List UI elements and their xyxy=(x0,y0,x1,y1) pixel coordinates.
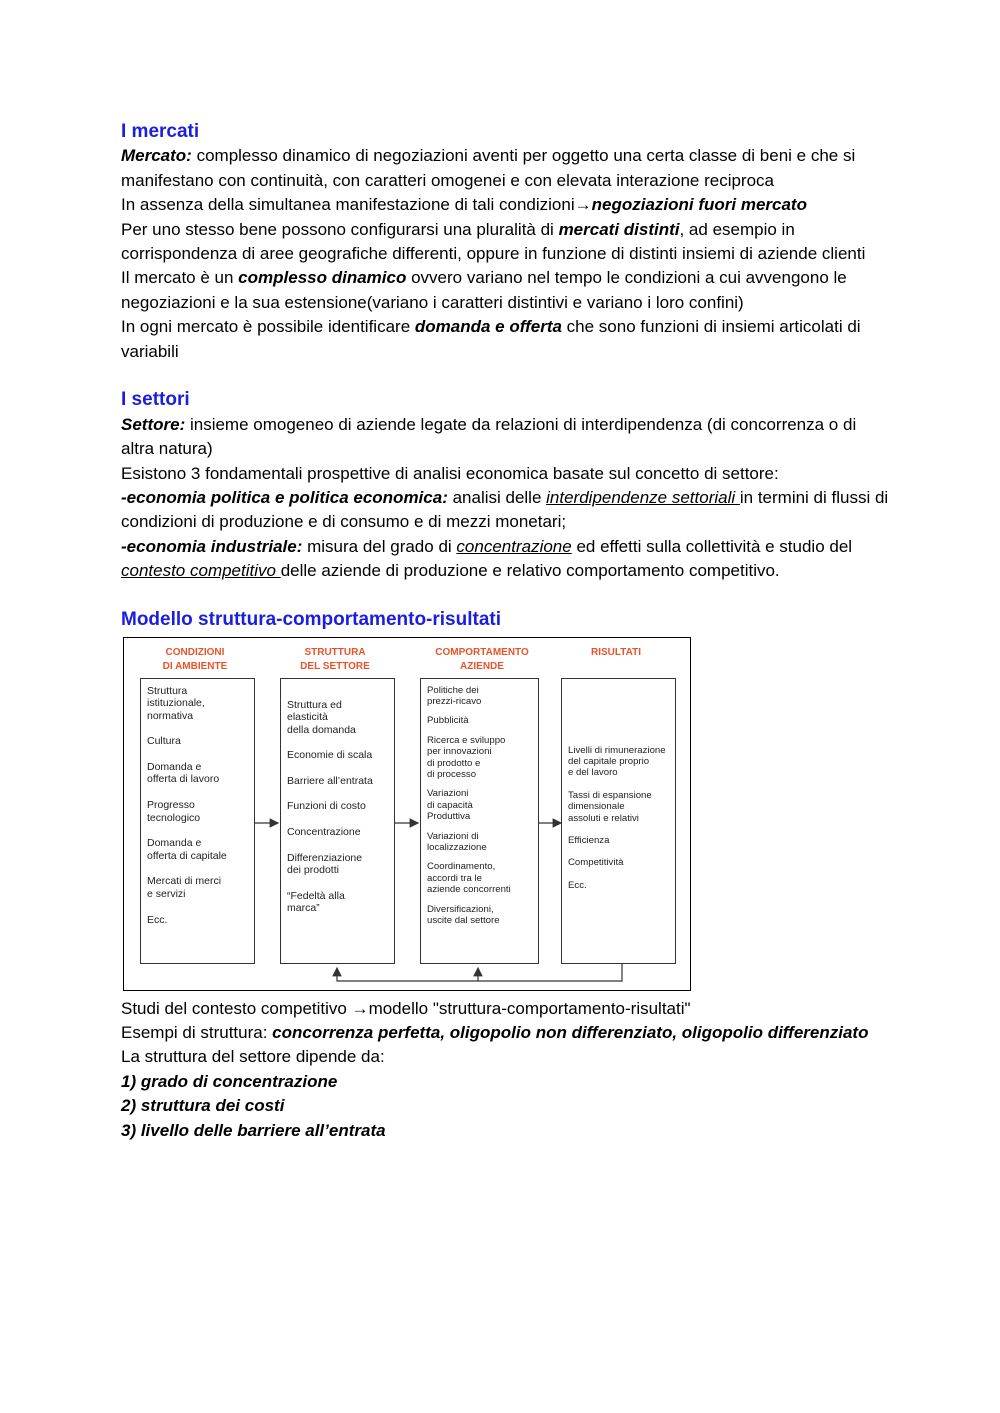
scr-model-diagram xyxy=(123,637,691,991)
list-item: 3) livello delle barriere all’entrata xyxy=(121,1120,386,1140)
section-title-modello: Modello struttura-comportamento-risultati xyxy=(121,609,502,631)
paragraph: Il mercato è un complesso dinamico ovvero variano nel tempo le condizioni a cui avvengono le negoziazioni e la sua estensione(variano i caratteri distintivi e variano i loro confini) xyxy=(121,268,847,312)
paragraph: -economia politica e politica economica: analisi delle interdipendenze settoriali in termini di flussi di condizioni di produzione e di consumo e di mezzi monetari; xyxy=(121,488,889,532)
box-struttura: Struttura ed elasticità della domanda Economie di scala Barriere all’entrata Funzioni di costo Concentrazione Differenziazione dei prodotti “Fedeltà alla marca” xyxy=(280,678,395,964)
box-condizioni: Struttura istituzionale, normativa Cultura Domanda e offerta di lavoro Progresso tecnologico Domanda e offerta di capitale Mercati di merci e servizi Ecc. xyxy=(140,678,255,964)
paragraph: Mercato: complesso dinamico di negoziazioni aventi per oggetto una certa classe di beni e che si manifestano con continuità, con caratteri omogenei e con elevata interazione reciproca xyxy=(121,146,856,190)
paragraph: Settore: insieme omogeneo di aziende legate da relazioni di interdipendenza (di concorrenza o di altra natura) xyxy=(121,414,857,459)
paragraph: -economia industriale: misura del grado di concentrazione ed effetti sulla collettività e studio del contesto competitivo delle aziende di produzione e relativo comportamento competitivo. xyxy=(121,536,853,581)
header-struttura: STRUTTURA DEL SETTORE xyxy=(300,646,370,672)
header-comportamento: COMPORTAMENTO AZIENDE xyxy=(435,646,529,672)
paragraph: Esistono 3 fondamentali prospettive di analisi economica basate sul concetto di settore: xyxy=(121,463,779,483)
list-item: 1) grado di concentrazione xyxy=(121,1071,338,1091)
paragraph: In ogni mercato è possibile identificare domanda e offerta che sono funzioni di insiemi articolati di variabili xyxy=(121,317,861,361)
box-risultati: Livelli di rimunerazione del capitale proprio e del lavoro Tassi di espansione dimensionale assoluti e relativi Efficienza Competitività Ecc. xyxy=(561,678,676,964)
paragraph: La struttura del settore dipende da: xyxy=(121,1047,385,1067)
paragraph: Studi del contesto competitivo →modello "struttura-comportamento-risultati" xyxy=(121,998,691,1018)
paragraph: Per uno stesso bene possono configurarsi una pluralità di mercati distinti, ad esempio in corrispondenza di aree geografiche differenti, oppure in funzione di distinti insiemi di aziende clienti xyxy=(121,219,866,264)
section-title-mercati: I mercati xyxy=(121,121,200,142)
document-page xyxy=(121,120,891,1143)
paragraph: In assenza della simultanea manifestazione di tali condizioni→negoziazioni fuori mercato xyxy=(121,195,807,215)
list-item: 2) struttura dei costi xyxy=(121,1096,285,1116)
box-comportamento: Politiche dei prezzi-ricavo Pubblicità Ricerca e sviluppo per innovazioni di prodotto e di processo Variazioni di capacità Produttiva Variazioni di localizzazione Coordinamento, accordi tra le aziende concorrenti Diversificazioni, uscite dal settore xyxy=(420,678,539,964)
paragraph: Esempi di struttura: concorrenza perfetta, oligopolio non differenziato, oligopolio differenziato xyxy=(121,1022,869,1042)
header-risultati: RISULTATI xyxy=(591,646,641,658)
section-title-settori: I settori xyxy=(121,389,190,411)
header-condizioni: CONDIZIONI DI AMBIENTE xyxy=(162,646,228,672)
